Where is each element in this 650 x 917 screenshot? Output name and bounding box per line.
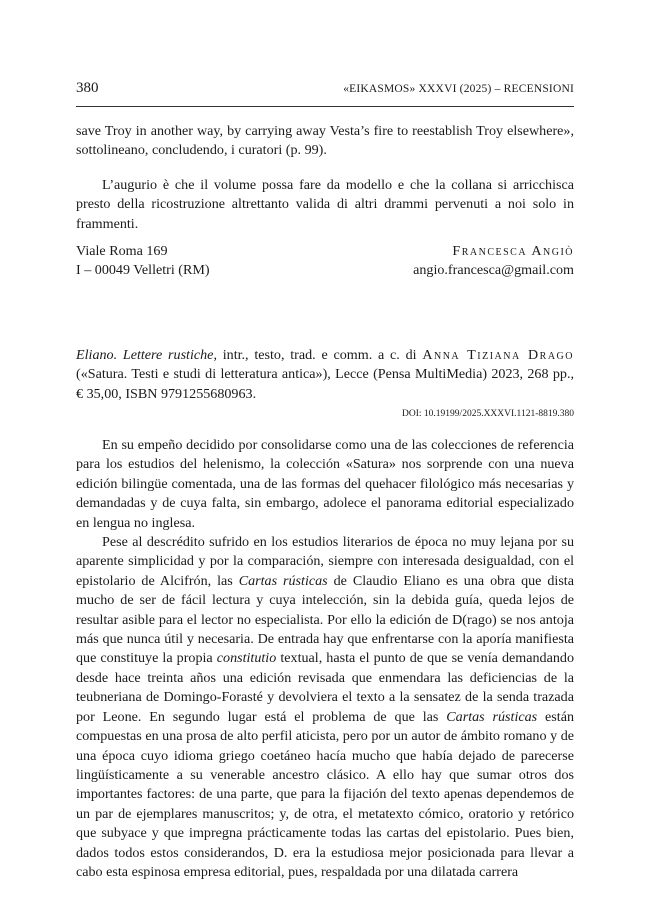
- book-reference: [76, 346, 574, 420]
- reviewer-address: [76, 242, 210, 281]
- previous-review-last-paragraph: save Troy in another way, by carrying away Vesta’s fire to reestablish Troy elsewhere», sottolineano, concludendo, i curatori (p. 99).: [76, 123, 574, 159]
- reviewer-signature: [76, 242, 574, 281]
- review-paragraph: [76, 533, 574, 882]
- review-paragraph: En su empeño decidido por consolidarse como una de las colecciones de referencia para los estudios del helenismo, la colección «Satura» nos sorprende con una nueva edición bilingüe comentada, una de las formas del quehacer filológico más necesarias y demandadas y de cuya falta, sin embargo, adolece el panorama editorial especializado en lengua no inglesa.: [76, 437, 574, 531]
- address-line: I – 00049 Velletri (RM): [76, 262, 210, 279]
- reviewer-name: Francesca Angiò: [452, 243, 574, 259]
- doi-label: DOI: 10.19199/2025.XXXVI.1121-8819.380: [402, 409, 574, 420]
- header-rule: [76, 106, 574, 107]
- reviewer-identity: [413, 242, 574, 281]
- text-run: de Claudio Eliano es una obra que dista mucho de ser de fácil lectura y cuya intelección, sin la debida guía, queda lejos de resultar asible para el lector no especialista. Por ello la edición de D(rago) se nos antoja más que nunca útil y necesaria. De entrada hay que enfrentarse con la aporía manifiesta que constituye la propia: [76, 572, 574, 667]
- text-run: están compuestas en una prosa de alto perfil aticista, pero por un autor de ámbito romano y de una época cuyo idioma griego coetáneo hacía mucho que había dejado de parecerse lingüísticamente a su venerable ancestro clásico. A ello hay que sumar otros dos importantes factores: de una parte, que para la fijación del texto apenas dependemos de un par de ejemplares manuscritos; y, de otra, el metatexto cómico, oratorio y retórico que subyace y que impregna prácticamente todas las cartas del epistolario. Pues bien, dados todos estos considerandos, D. era la estudiosa mejor posicionada para llevar a cabo esta espinosa empresa editorial, pues, respaldada por una dilatada carrera: [76, 708, 574, 880]
- closing-wish: [76, 176, 574, 234]
- closing-wish-paragraph: L’augurio è che il volume possa fare da modello e che la collana si arricchisca presto della ricostruzione altrettanto valida di altri drammi pervenuti a noi solo in frammenti.: [76, 177, 574, 232]
- running-header: [76, 80, 574, 97]
- book-publication: («Satura. Testi e studi di letteratura antica»), Lecce (Pensa MultiMedia) 2023, 268 pp., € 35,00, ISBN 9791255680963.: [76, 366, 574, 402]
- previous-review-ending: [76, 122, 574, 161]
- text-run: textual, hasta el punto de que se venía demandando desde hace treinta años una edición revisada que enmendara las deficiencias de la teubneriana de Domingo-Forasté y devolviera el texto a la sensatez de la senda trazada por Leone. En segundo lugar está el problema de que las: [76, 650, 574, 725]
- work-title: Cartas rústicas: [238, 572, 328, 589]
- reviewer-email: angio.francesca@gmail.com: [413, 262, 574, 279]
- page-number: 380: [76, 80, 99, 96]
- review-body: [76, 436, 574, 882]
- book-editor: Anna Tiziana Drago: [422, 347, 574, 363]
- book-citation: [76, 346, 574, 404]
- running-title: «EIKASMOS» XXXVI (2025) – RECENSIONI: [343, 83, 574, 95]
- text-run: Pese al descrédito sufrido en los estudios literarios de época no muy lejana por su aparente simplicidad y por la comparación, siempre con interesada desigualdad, con el epistolario de Alcifrón, las: [76, 534, 574, 589]
- address-line: Viale Roma 169: [76, 243, 168, 259]
- latin-term: constitutio: [216, 650, 277, 667]
- book-description: , intr., testo, trad. e comm. a c. di: [213, 347, 423, 363]
- work-title: Cartas rústicas: [446, 708, 538, 725]
- book-title: Eliano. Lettere rustiche: [76, 347, 214, 363]
